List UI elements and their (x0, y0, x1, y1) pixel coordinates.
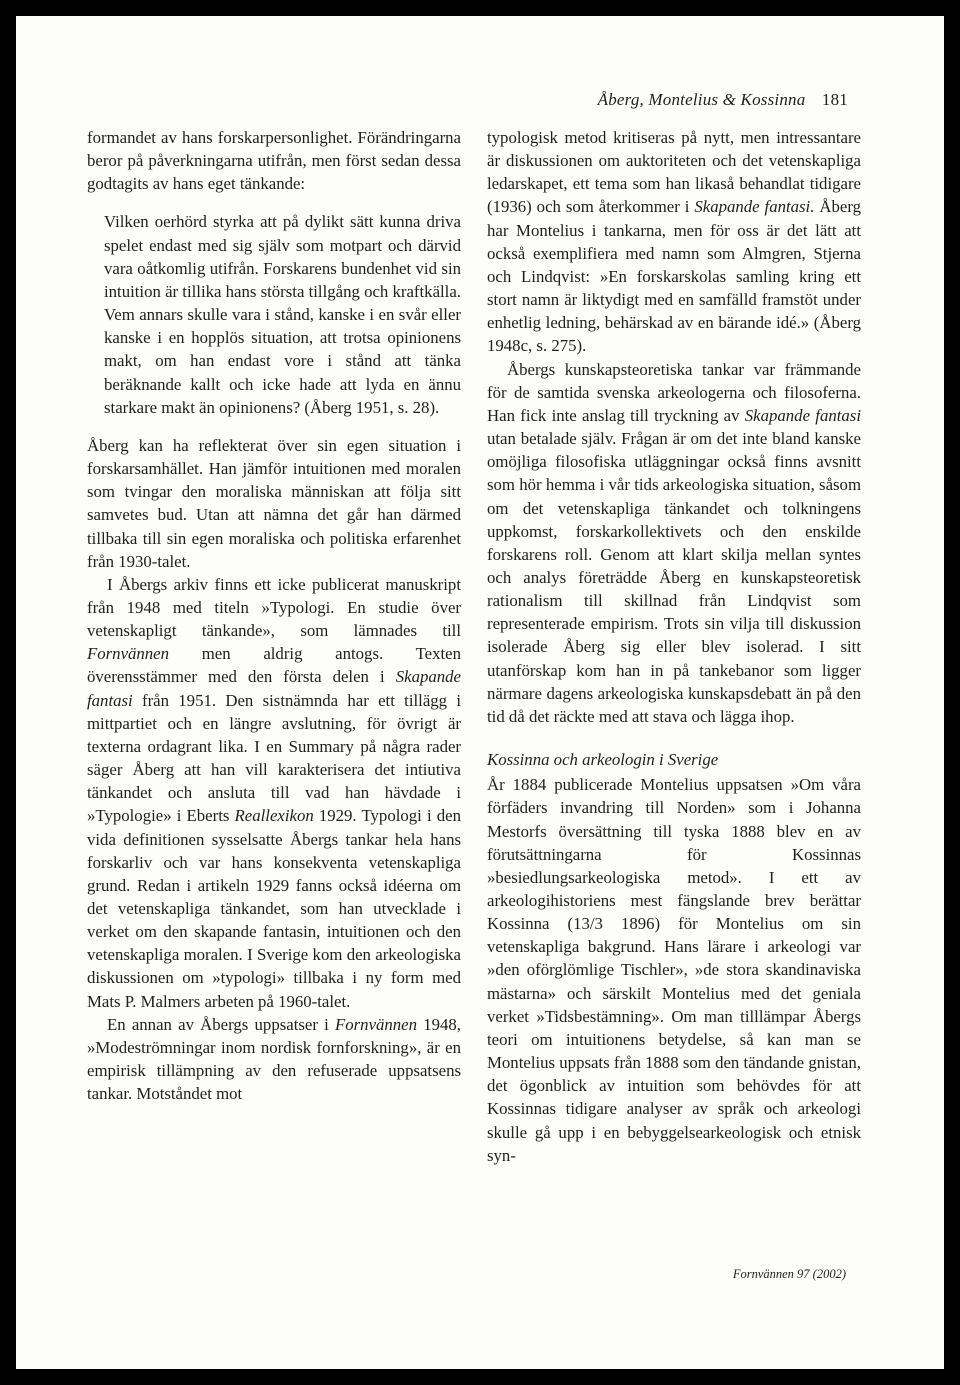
right-column (487, 126, 861, 1167)
journal-footer: Fornvännen 97 (2002) (732, 1267, 846, 1281)
book-title: Skapande fantasi (87, 667, 461, 710)
section-heading: Kossinna och arkeologin i Sverige (487, 750, 719, 770)
journal-page (16, 16, 944, 1369)
paragraph: Åbergs kunskapsteoretiska tankar var främmande för de samtida svenska arkeologerna och filosoferna. Han fick inte anslag till tryckning av Skapande fantasi utan betalade själv. Frågan är om det inte bland kanske omöjliga filosofiska utläggningar också finns avsnitt som hör hemma i vår tids arkeologiska situation, såsom om det vetenskapliga tänkandet och tolkningens uppkomst, forskarkollektivets och den enskilde forskarens roll. Genom att klart skilja mellan syntes och analys företrädde Åberg en kunskapsteoretisk rationalism till skillnad från Lindqvist som representerade empirism. Trots sin vilja till diskussion isolerade Åberg sig eller blev isolerad. I sitt utanförskap kom han in på tankebanor som ligger närmare dagens arkeologiska kunskapsdebatt än på den tid då det räckte med att stava och lägga ihop. (487, 359, 861, 726)
paragraph: År 1884 publicerade Montelius uppsatsen »Om våra förfäders invandring till Norden» som i Johanna Mestorfs översättning till tyska 1888 blev en av förutsättningarna för Kossinnas »besiedlungsarkeologiska metod». I ett av arkeologihistoriens mest fängslande brev berättar Kossinna (13/3 1896) för Montelius om sin vetenskapliga bakgrund. Hans lärare i arkeologi var »den oförglömlige Tischler», »de stora skandinaviska mästarna» och särskilt Montelius med det geniala verket »Tidsbestämning». Om man tilllämpar Åbergs teori om intuitionens betydelse, så kan man se Montelius uppsats från 1888 som den tändande gnistan, det ögonblick av intuition som behövdes för att Kossinnas tidigare analyser av språk och arkeologi skulle gå upp i en bebyggelsearkeologisk och etnisk syn- (487, 775, 861, 1165)
book-title: Skapande fantasi (744, 405, 861, 425)
journal-title: Fornvännen (87, 644, 170, 664)
paragraph: formandet av hans forskarpersonlighet. Förändringarna beror på påverkningarna utifrån, men först sedan dessa godtagits av hans eget tänkande: (87, 128, 461, 194)
book-title: Skapande fantasi. (694, 197, 815, 217)
paragraph: Åberg kan ha reflekterat över sin egen situation i forskarsamhället. Han jämför intuitionen med moralen som tvingar den moraliska människan att följa sitt samvetes bud. Utan att nämna det går han därmed tillbaka till sin egen moraliska och politiska erfarenhet från 1930-talet. (87, 435, 461, 571)
paragraph: En annan av Åbergs uppsatser i Fornvännen 1948, »Modeströmningar inom nordisk fornforskning», är en empirisk tillämpning av den refuserade uppsatsens tankar. Motståndet mot (87, 1014, 461, 1104)
paragraph: typologisk metod kritiseras på nytt, men intressantare är diskussionen om auktoriteten och det vetenskapliga ledarskapet, ett tema som han likaså behandlat tidigare (1936) och som återkommer i Skapande fantasi. Åberg har Montelius i tankarna, men för oss är det lätt att också exemplifiera med namn som Almgren, Stjerna och Lindqvist: »En forskarskolas samling kring ett stort namn är liktydigt med en samfälld framstöt under enhetlig ledning, behärskad av en bärande idé.» (Åberg 1948c, s. 275). (487, 128, 861, 356)
journal-title: Fornvännen (335, 1014, 418, 1034)
page-number: 181 (821, 90, 848, 109)
running-header (598, 90, 848, 110)
book-title: Reallexikon (234, 806, 314, 826)
block-quote: Vilken oerhörd styrka att på dylikt sätt kunna driva spelet endast med sig själv som motpart och därvid vara oåtkomlig utifrån. Forskarens bundenhet vid sin intuition är tillika hans största tillgång och kraftkälla. Vem annars skulle vara i stånd, kanske i en svår eller kanske i en hopplös situation, att trotsa opinionens makt, om han endast vore i stånd att tänka beräknande kallt och icke hade att lyda en ännu starkare makt än opinionens? (Åberg 1951, s. 28). (104, 212, 461, 417)
left-column (87, 126, 461, 1105)
paragraph: I Åbergs arkiv finns ett icke publicerat manuskript från 1948 med titeln »Typologi. En studie över vetenskapligt tänkande», som lämnades till Fornvännen men aldrig antogs. Texten överensstämmer med den första delen i Skapande fantasi från 1951. Den sistnämnda har ett tillägg i mittpartiet och en längre avslutning, för övrigt är texterna ordagrant lika. I en Summary på några rader säger Åberg att han vill karakterisera det intiutiva tänkandet och ansluta till vad han hävdade i »Typologie» i Eberts Reallexikon 1929. Typologi i den vida definitionen sysselsatte Åbergs tankar hela hans forskarliv och var hans konsekventa vetenskapliga grund. Redan i artikeln 1929 fanns också idéerna om det vetenskapliga tänkandet, som han utvecklade i verket om den skapande fantasin, intuitionen och den vetenskapliga moralen. I Sverige kom den arkeologiska diskussionen om »typologi» tillbaka i ny form med Mats P. Malmers arbeten på 1960-talet. (87, 574, 461, 1011)
running-title: Åberg, Montelius & Kossinna (597, 90, 806, 109)
